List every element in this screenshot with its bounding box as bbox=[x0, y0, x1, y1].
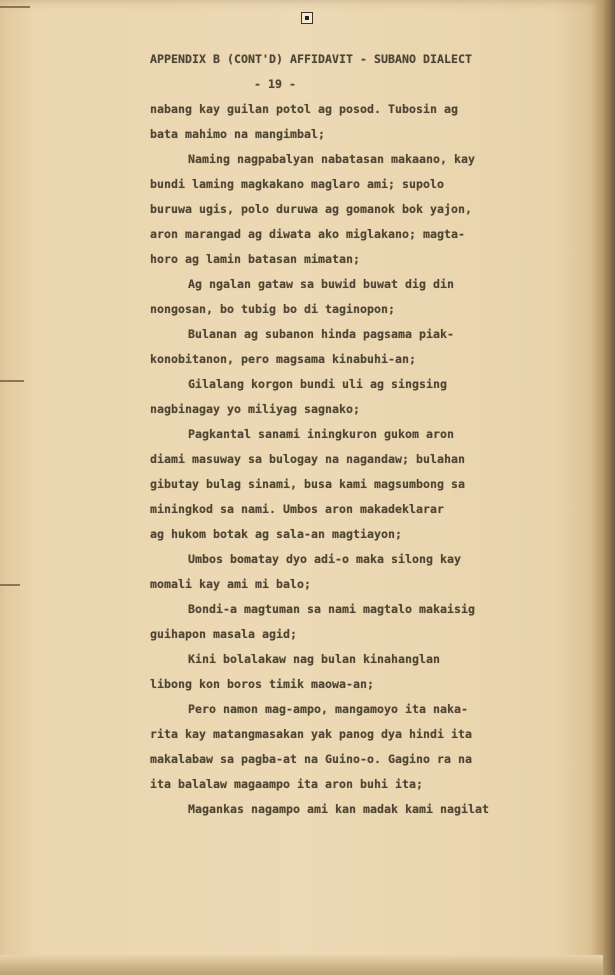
text-line: Umbos bomatay dyo adi-o maka silong kay bbox=[188, 552, 462, 566]
text-line: diami masuway sa bulogay na nagandaw; bulahan bbox=[150, 452, 466, 466]
text-line: momali kay ami mi balo; bbox=[150, 577, 312, 591]
text-line: miningkod sa nami. Umbos aron makadeklarar bbox=[150, 502, 445, 516]
text-line: Pagkantal sanami iningkuron gukom aron bbox=[188, 427, 455, 441]
text-line: Bondi-a magtuman sa nami magtalo makaisig bbox=[188, 602, 476, 616]
text-line: Gilalang korgon bundi uli ag singsing bbox=[188, 377, 448, 391]
binding-mark bbox=[0, 380, 24, 382]
text-line: konobitanon, pero magsama kinabuhi-an; bbox=[150, 352, 417, 366]
text-line: nongosan, bo tubig bo di taginopon; bbox=[150, 302, 396, 316]
text-line: nabang kay guilan potol ag posod. Tubosin ag bbox=[150, 102, 459, 116]
text-line: nagbinagay yo miliyag sagnako; bbox=[150, 402, 361, 416]
page-header: APPENDIX B (CONT'D) AFFIDAVIT - SUBANO DIALECT bbox=[150, 52, 473, 66]
text-line: buruwa ugis, polo duruwa ag gomanok bok yajon, bbox=[150, 202, 473, 216]
text-line: bata mahimo na mangimbal; bbox=[150, 127, 326, 141]
text-line: bundi laming magkakano maglaro ami; supolo bbox=[150, 177, 445, 191]
text-line: gibutay bulag sinami, busa kami magsumbong sa bbox=[150, 477, 466, 491]
page-bottom-edge bbox=[0, 955, 603, 975]
text-line: Magankas nagampo ami kan madak kami nagilat bbox=[188, 802, 490, 816]
binding-mark bbox=[0, 584, 20, 586]
text-line: rita kay matangmasakan yak panog dya hindi ita bbox=[150, 727, 473, 741]
text-line: ag hukom botak ag sala-an magtiayon; bbox=[150, 527, 403, 541]
binding-mark bbox=[0, 6, 30, 8]
text-line: Naming nagpabalyan nabatasan makaano, kay bbox=[188, 152, 476, 166]
page-number: - 19 - bbox=[254, 77, 297, 91]
text-line: guihapon masala agid; bbox=[150, 627, 298, 641]
text-line: libong kon boros timik maowa-an; bbox=[150, 677, 375, 691]
text-line: horo ag lamin batasan mimatan; bbox=[150, 252, 361, 266]
staple-icon bbox=[301, 12, 313, 24]
text-line: makalabaw sa pagba-at na Guino-o. Gagino ra na bbox=[150, 752, 473, 766]
page-edge bbox=[603, 0, 615, 975]
text-line: Bulanan ag subanon hinda pagsama piak- bbox=[188, 327, 455, 341]
text-line: Pero namon mag-ampo, mangamoyo ita naka- bbox=[188, 702, 469, 716]
text-line: aron marangad ag diwata ako miglakano; magta- bbox=[150, 227, 466, 241]
text-line: Ag ngalan gataw sa buwid buwat dig din bbox=[188, 277, 455, 291]
text-line: ita balalaw magaampo ita aron buhi ita; bbox=[150, 777, 424, 791]
text-line: Kini bolalakaw nag bulan kinahanglan bbox=[188, 652, 441, 666]
